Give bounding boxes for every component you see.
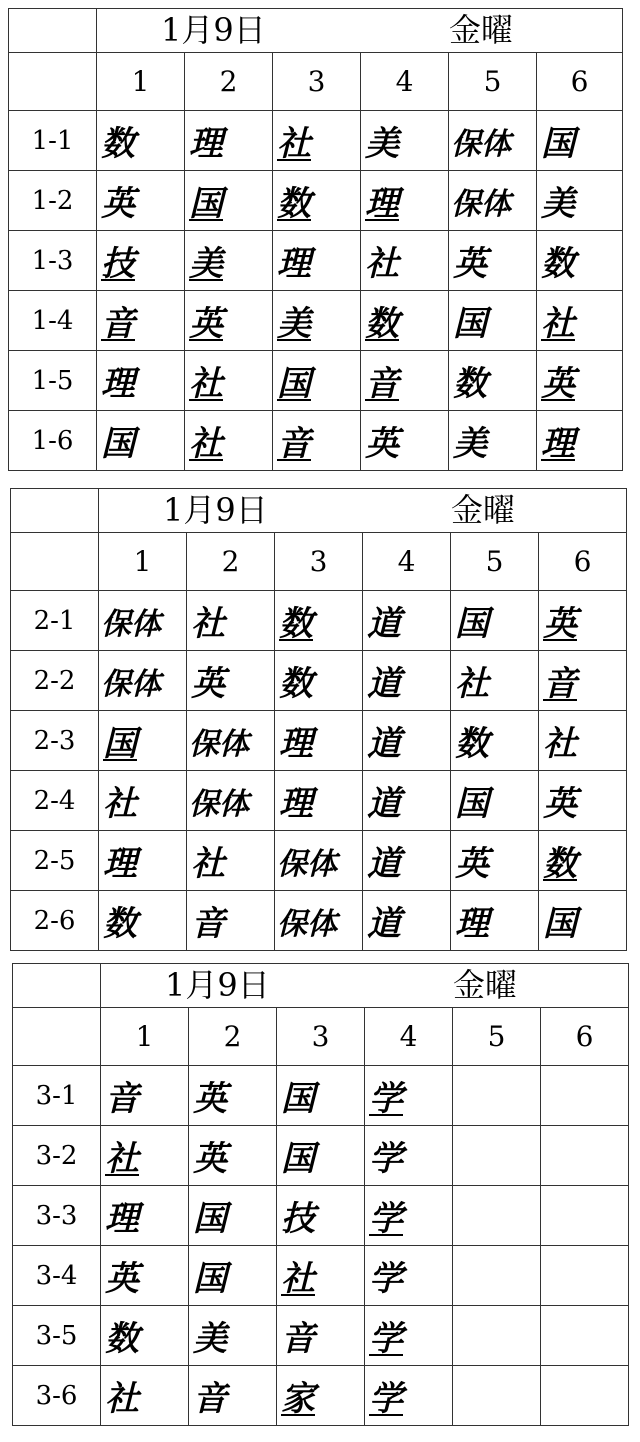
period-number: 6: [541, 1008, 629, 1066]
class-label: 1-5: [9, 351, 97, 411]
class-label: 1-3: [9, 231, 97, 291]
subject-cell: 美: [361, 111, 449, 171]
subject-cell: 美: [449, 411, 537, 471]
subject-cell: 社: [187, 591, 275, 651]
empty-subject-cell: [541, 1366, 629, 1426]
weekday-label: 金曜: [453, 966, 518, 1004]
subject-cell: 道: [363, 651, 451, 711]
subject-cell: 音: [189, 1366, 277, 1426]
subject-cell: 国: [451, 771, 539, 831]
class-row: [13, 1186, 629, 1246]
subject-cell: 道: [363, 771, 451, 831]
subject-cell: 数: [275, 591, 363, 651]
class-row: [11, 891, 627, 951]
subject-cell: 数: [101, 1306, 189, 1366]
subject-cell: 数: [451, 711, 539, 771]
subject-cell: 音: [187, 891, 275, 951]
subject-cell: 家: [277, 1366, 365, 1426]
subject-cell: 保体: [187, 711, 275, 771]
subject-cell: 保体: [99, 651, 187, 711]
class-row: [13, 1366, 629, 1426]
subject-cell: 英: [97, 171, 185, 231]
class-row: [9, 291, 623, 351]
subject-cell: 英: [361, 411, 449, 471]
period-number: 4: [363, 533, 451, 591]
subject-cell: 保体: [449, 111, 537, 171]
subject-cell: 英: [189, 1066, 277, 1126]
subject-cell: 道: [363, 831, 451, 891]
class-label: 1-6: [9, 411, 97, 471]
subject-cell: 音: [539, 651, 627, 711]
period-number: 5: [451, 533, 539, 591]
subject-cell: 理: [275, 711, 363, 771]
subject-cell: 保体: [275, 831, 363, 891]
subject-cell: 国: [273, 351, 361, 411]
subject-cell: 社: [185, 351, 273, 411]
subject-cell: 理: [101, 1186, 189, 1246]
class-label: 2-2: [11, 651, 99, 711]
subject-cell: 学: [365, 1366, 453, 1426]
subject-cell: 理: [185, 111, 273, 171]
subject-cell: 学: [365, 1186, 453, 1246]
subject-cell: 美: [189, 1306, 277, 1366]
subject-cell: 道: [363, 591, 451, 651]
subject-cell: 国: [277, 1066, 365, 1126]
date-label: 1月9日: [165, 966, 270, 1004]
class-row: [9, 231, 623, 291]
class-row: [13, 1306, 629, 1366]
date-header: [97, 9, 623, 53]
subject-cell: 社: [539, 711, 627, 771]
subject-cell: 英: [449, 231, 537, 291]
date-header: [99, 489, 627, 533]
class-label: 3-4: [13, 1246, 101, 1306]
subject-cell: 理: [99, 831, 187, 891]
period-number: 2: [185, 53, 273, 111]
subject-cell: 社: [185, 411, 273, 471]
subject-cell: 数: [99, 891, 187, 951]
period-number: 2: [187, 533, 275, 591]
period-number: 5: [453, 1008, 541, 1066]
period-header-blank: [13, 1008, 101, 1066]
class-row: [11, 711, 627, 771]
weekday-label: 金曜: [451, 491, 516, 529]
subject-cell: 保体: [275, 891, 363, 951]
subject-cell: 保体: [187, 771, 275, 831]
class-row: [11, 771, 627, 831]
subject-cell: 保体: [449, 171, 537, 231]
timetable-grade-2: [10, 488, 627, 951]
subject-cell: 理: [451, 891, 539, 951]
subject-cell: 社: [99, 771, 187, 831]
date-header: [101, 964, 629, 1008]
subject-cell: 国: [189, 1246, 277, 1306]
subject-cell: 国: [185, 171, 273, 231]
class-row: [11, 591, 627, 651]
subject-cell: 理: [275, 771, 363, 831]
weekday-label: 金曜: [449, 11, 514, 49]
empty-subject-cell: [453, 1066, 541, 1126]
period-number: 5: [449, 53, 537, 111]
subject-cell: 社: [451, 651, 539, 711]
subject-cell: 理: [361, 171, 449, 231]
subject-cell: 英: [187, 651, 275, 711]
subject-cell: 社: [537, 291, 623, 351]
class-label: 3-3: [13, 1186, 101, 1246]
class-row: [11, 651, 627, 711]
date-label: 1月9日: [161, 11, 266, 49]
subject-cell: 理: [273, 231, 361, 291]
class-row: [9, 111, 623, 171]
period-number: 3: [277, 1008, 365, 1066]
class-label: 3-2: [13, 1126, 101, 1186]
subject-cell: 道: [363, 891, 451, 951]
subject-cell: 国: [539, 891, 627, 951]
class-row: [13, 1126, 629, 1186]
class-label: 3-6: [13, 1366, 101, 1426]
class-label: 1-4: [9, 291, 97, 351]
subject-cell: 国: [451, 591, 539, 651]
period-number: 6: [539, 533, 627, 591]
subject-cell: 理: [537, 411, 623, 471]
subject-cell: 英: [539, 771, 627, 831]
subject-cell: 国: [277, 1126, 365, 1186]
class-label: 2-4: [11, 771, 99, 831]
empty-subject-cell: [541, 1066, 629, 1126]
class-label: 2-5: [11, 831, 99, 891]
subject-cell: 保体: [99, 591, 187, 651]
subject-cell: 理: [97, 351, 185, 411]
class-label: 2-1: [11, 591, 99, 651]
subject-cell: 数: [449, 351, 537, 411]
empty-subject-cell: [453, 1186, 541, 1246]
period-number: 1: [97, 53, 185, 111]
subject-cell: 数: [537, 231, 623, 291]
subject-cell: 数: [361, 291, 449, 351]
subject-cell: 社: [273, 111, 361, 171]
subject-cell: 数: [97, 111, 185, 171]
class-row: [13, 1066, 629, 1126]
empty-subject-cell: [453, 1126, 541, 1186]
empty-subject-cell: [453, 1246, 541, 1306]
period-number: 4: [361, 53, 449, 111]
period-header-blank: [9, 53, 97, 111]
class-label: 2-6: [11, 891, 99, 951]
class-row: [13, 1246, 629, 1306]
class-label: 1-2: [9, 171, 97, 231]
period-number: 1: [99, 533, 187, 591]
empty-subject-cell: [453, 1366, 541, 1426]
timetable-grade-1: [8, 8, 623, 471]
class-row: [11, 831, 627, 891]
class-label: 1-1: [9, 111, 97, 171]
subject-cell: 英: [189, 1126, 277, 1186]
empty-subject-cell: [541, 1126, 629, 1186]
subject-cell: 音: [361, 351, 449, 411]
class-label: 3-1: [13, 1066, 101, 1126]
subject-cell: 技: [97, 231, 185, 291]
subject-cell: 音: [273, 411, 361, 471]
subject-cell: 社: [277, 1246, 365, 1306]
subject-cell: 国: [537, 111, 623, 171]
subject-cell: 数: [275, 651, 363, 711]
subject-cell: 音: [97, 291, 185, 351]
subject-cell: 国: [449, 291, 537, 351]
period-number: 4: [365, 1008, 453, 1066]
subject-cell: 美: [537, 171, 623, 231]
subject-cell: 学: [365, 1306, 453, 1366]
class-label: 3-5: [13, 1306, 101, 1366]
period-number: 1: [101, 1008, 189, 1066]
subject-cell: 英: [451, 831, 539, 891]
class-row: [9, 351, 623, 411]
subject-cell: 美: [273, 291, 361, 351]
subject-cell: 社: [361, 231, 449, 291]
subject-cell: 英: [537, 351, 623, 411]
period-number: 6: [537, 53, 623, 111]
empty-subject-cell: [541, 1306, 629, 1366]
subject-cell: 学: [365, 1126, 453, 1186]
class-row: [9, 171, 623, 231]
corner-cell: [13, 964, 101, 1008]
corner-cell: [9, 9, 97, 53]
subject-cell: 国: [97, 411, 185, 471]
period-number: 2: [189, 1008, 277, 1066]
subject-cell: 英: [101, 1246, 189, 1306]
corner-cell: [11, 489, 99, 533]
class-row: [9, 411, 623, 471]
period-number: 3: [273, 53, 361, 111]
empty-subject-cell: [541, 1186, 629, 1246]
subject-cell: 社: [187, 831, 275, 891]
subject-cell: 技: [277, 1186, 365, 1246]
subject-cell: 美: [185, 231, 273, 291]
empty-subject-cell: [541, 1246, 629, 1306]
subject-cell: 学: [365, 1066, 453, 1126]
subject-cell: 英: [539, 591, 627, 651]
subject-cell: 英: [185, 291, 273, 351]
timetable-grade-3: [12, 963, 629, 1426]
class-label: 2-3: [11, 711, 99, 771]
subject-cell: 社: [101, 1126, 189, 1186]
period-header-blank: [11, 533, 99, 591]
subject-cell: 道: [363, 711, 451, 771]
empty-subject-cell: [453, 1306, 541, 1366]
subject-cell: 数: [539, 831, 627, 891]
subject-cell: 国: [189, 1186, 277, 1246]
subject-cell: 数: [273, 171, 361, 231]
subject-cell: 学: [365, 1246, 453, 1306]
date-label: 1月9日: [163, 491, 268, 529]
subject-cell: 音: [101, 1066, 189, 1126]
subject-cell: 国: [99, 711, 187, 771]
subject-cell: 音: [277, 1306, 365, 1366]
subject-cell: 社: [101, 1366, 189, 1426]
period-number: 3: [275, 533, 363, 591]
